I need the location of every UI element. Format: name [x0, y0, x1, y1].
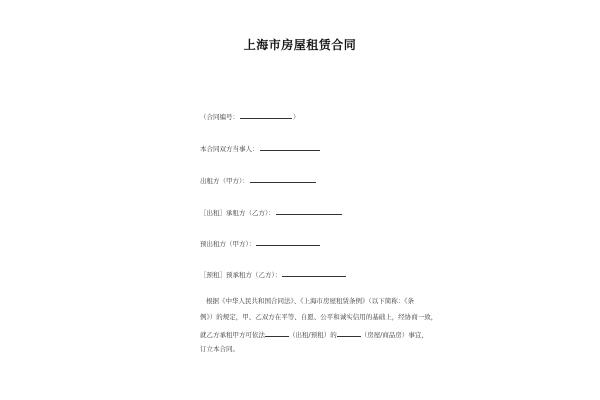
- pre-lessee-blank: [282, 269, 346, 277]
- lessor-blank: [250, 175, 316, 183]
- lessee-line: [200, 207, 343, 218]
- pre-lessor-label: 预出租方（甲方）：: [200, 240, 256, 248]
- document-title: 上海市房屋租赁合同: [243, 38, 357, 52]
- pre-lessor-blank: [256, 238, 320, 246]
- preamble-line-4: 订立本合同。: [200, 345, 239, 353]
- pre-lessee-line: [200, 269, 347, 280]
- pre-lessee-label: ［预租］预承租方（乙方）：: [200, 271, 282, 279]
- lessee-label: ［出租］承租方（乙方）：: [200, 209, 275, 217]
- contract-number-blank: [240, 111, 292, 119]
- parties-line: [200, 143, 321, 154]
- contract-number-line: [200, 111, 300, 122]
- lessor-label: 出租方（甲方）：: [200, 177, 249, 185]
- preamble-line-3-part-c: （房屋/商品房）事宜，: [360, 331, 428, 339]
- preamble-line-2: 例》）的规定，甲、乙双方在平等、自愿、公平和诚实信用的基础上，经协商一致，: [200, 313, 438, 321]
- lease-type-blank: [265, 329, 289, 337]
- parties-blank: [260, 143, 320, 151]
- lessee-blank: [276, 207, 342, 215]
- preamble-line-3-part-a: 就乙方承租甲方可依法: [200, 331, 265, 339]
- pre-lessor-line: [200, 238, 321, 249]
- lessor-line: [200, 175, 317, 186]
- parties-label: 本合同双方当事人：: [200, 145, 259, 153]
- contract-number-prefix: （合同编号：: [200, 113, 239, 121]
- property-type-blank: [337, 329, 361, 337]
- contract-number-suffix: ）: [293, 113, 300, 121]
- preamble-line-3-part-b: （出租/预租）的: [289, 331, 337, 339]
- preamble-line-1: 根据《中华人民共和国合同法》、《上海市房屋租赁条例》（以下简称：《条: [206, 297, 414, 305]
- preamble-line-3: [200, 329, 428, 340]
